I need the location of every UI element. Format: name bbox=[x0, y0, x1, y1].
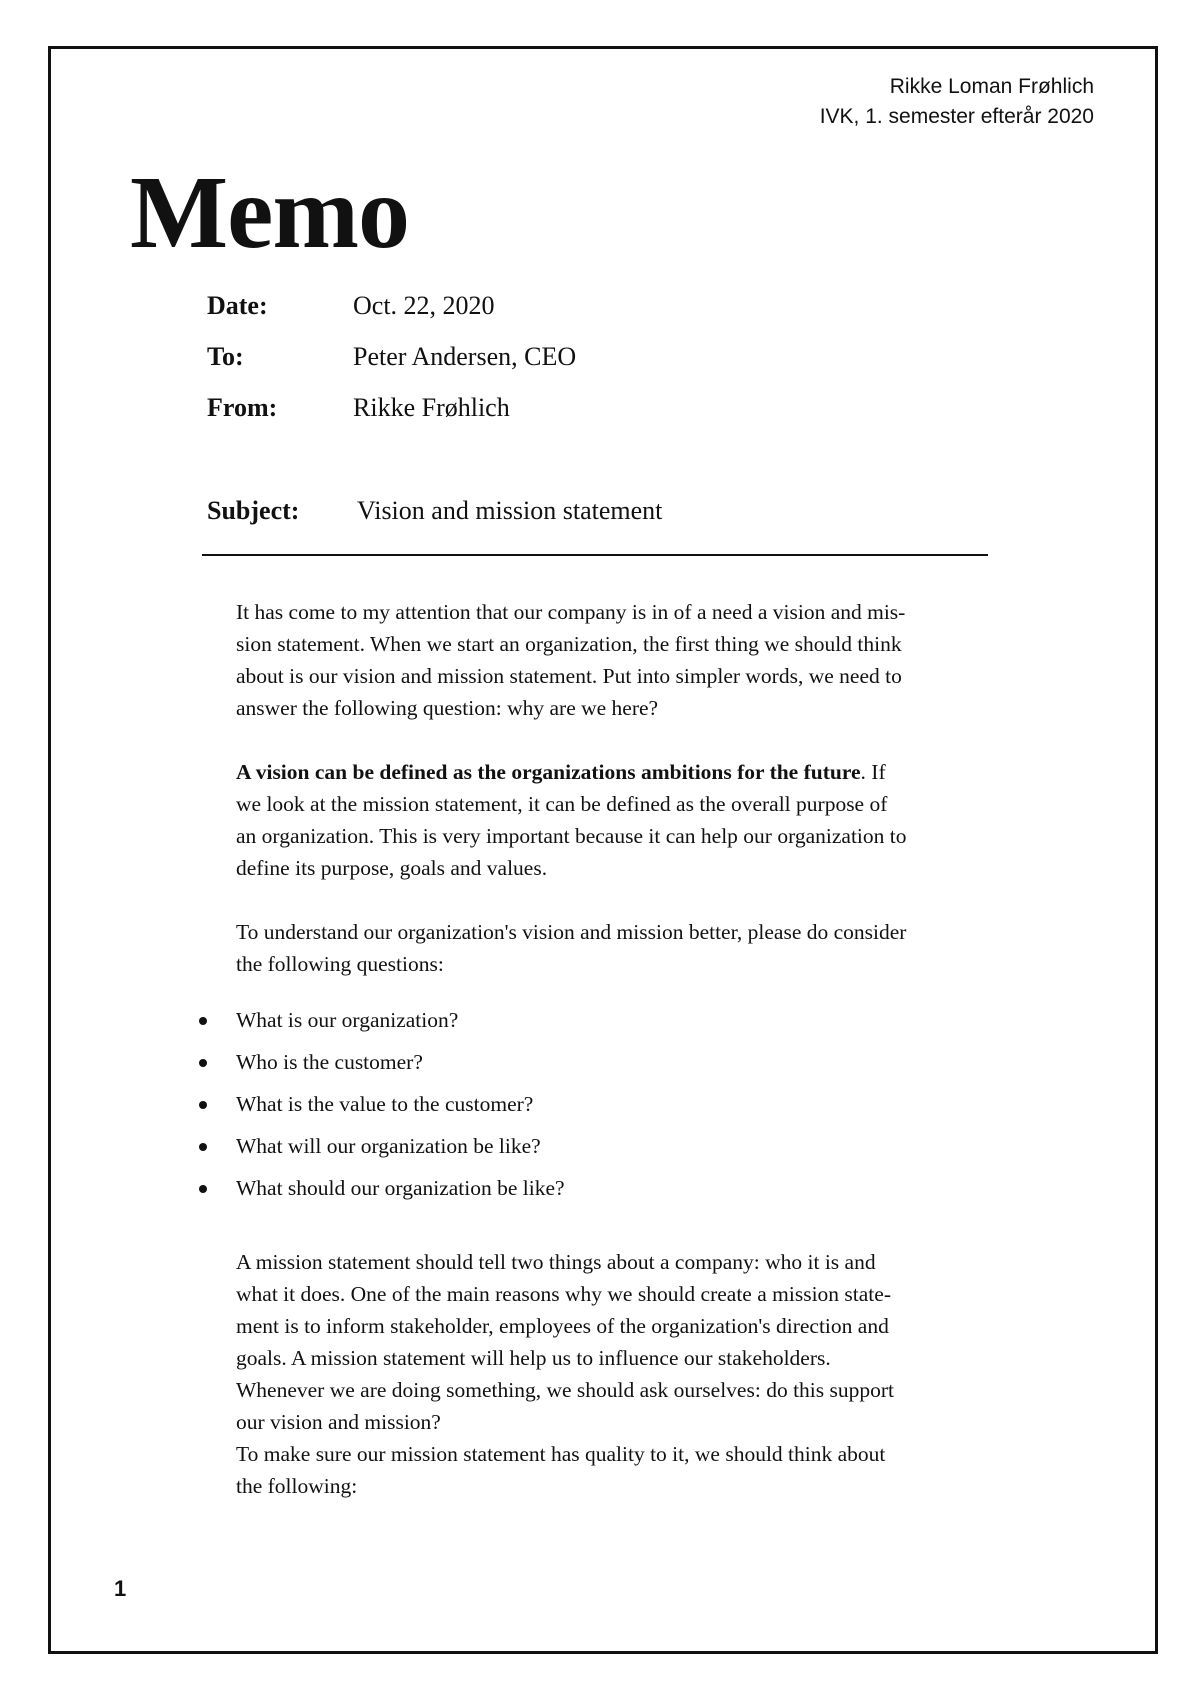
subject-value: Vision and mission statement bbox=[357, 496, 663, 525]
mission-line: Whenever we are doing something, we should ask ourselves: do this support bbox=[236, 1378, 895, 1402]
bullet-icon bbox=[199, 1059, 207, 1067]
question-text: What is our organization? bbox=[236, 1008, 459, 1032]
vision-line: we look at the mission statement, it can be defined as the overall purpose of bbox=[236, 792, 888, 816]
bullet-icon bbox=[199, 1143, 207, 1151]
list-item bbox=[0, 1130, 1000, 1162]
author-block bbox=[820, 72, 1094, 132]
mission-line: what it does. One of the main reasons why we should create a mission state- bbox=[236, 1282, 891, 1306]
list-item bbox=[0, 1088, 1000, 1120]
subject-label: Subject: bbox=[207, 496, 300, 525]
mission-line: ment is to inform stakeholder, employees of the organization's direction and bbox=[236, 1314, 889, 1338]
list-item bbox=[0, 1046, 1000, 1078]
vision-line: an organization. This is very important because it can help our organization to bbox=[236, 824, 907, 848]
vision-definition: A vision can be defined as the organizations ambitions for the future bbox=[236, 760, 861, 784]
intro-line: answer the following question: why are we here? bbox=[236, 696, 659, 720]
author-name: Rikke Loman Frøhlich bbox=[889, 75, 1094, 98]
vision-line: . If bbox=[860, 760, 886, 784]
from-label: From: bbox=[207, 393, 278, 422]
subject-row bbox=[207, 495, 662, 527]
date-row bbox=[207, 290, 495, 322]
mission-paragraph bbox=[236, 1246, 1008, 1502]
from-value: Rikke Frøhlich bbox=[353, 393, 510, 422]
questions-intro-line: the following questions: bbox=[236, 952, 444, 976]
to-label: To: bbox=[207, 342, 244, 371]
mission-line: To make sure our mission statement has quality to it, we should think about bbox=[236, 1442, 886, 1466]
course-info: IVK, 1. semester efterår 2020 bbox=[819, 105, 1094, 128]
question-text: What will our organization be like? bbox=[236, 1134, 541, 1158]
intro-line: about is our vision and mission statement. Put into simpler words, we need to bbox=[236, 664, 902, 688]
date-value: Oct. 22, 2020 bbox=[353, 291, 495, 320]
mission-line: goals. A mission statement will help us to influence our stakeholders. bbox=[236, 1346, 831, 1370]
intro-line: sion statement. When we start an organization, the first thing we should think bbox=[236, 632, 902, 656]
bullet-icon bbox=[199, 1017, 207, 1025]
to-row bbox=[207, 341, 576, 373]
mission-line: our vision and mission? bbox=[236, 1410, 441, 1434]
mission-line: A mission statement should tell two things about a company: who it is and bbox=[236, 1250, 876, 1274]
bullet-icon bbox=[199, 1101, 207, 1109]
question-text: What should our organization be like? bbox=[236, 1176, 565, 1200]
from-row bbox=[207, 392, 510, 424]
subject-divider bbox=[202, 554, 988, 556]
intro-paragraph bbox=[236, 596, 1008, 724]
mission-line: the following: bbox=[236, 1474, 358, 1498]
vision-line: define its purpose, goals and values. bbox=[236, 856, 548, 880]
vision-paragraph bbox=[236, 756, 1008, 884]
question-text: Who is the customer? bbox=[236, 1050, 423, 1074]
to-value: Peter Andersen, CEO bbox=[353, 342, 577, 371]
date-label: Date: bbox=[207, 291, 268, 320]
page-number: 1 bbox=[114, 1576, 127, 1601]
question-text: What is the value to the customer? bbox=[236, 1092, 534, 1116]
intro-line: It has come to my attention that our company is in of a need a vision and mis- bbox=[236, 600, 906, 624]
questions-intro-paragraph bbox=[236, 916, 1008, 980]
list-item bbox=[0, 1172, 1000, 1204]
bullet-icon bbox=[199, 1185, 207, 1193]
questions-intro-line: To understand our organization's vision and mission better, please do consider bbox=[236, 920, 907, 944]
list-item bbox=[0, 1004, 1000, 1036]
memo-title: Memo bbox=[130, 155, 409, 270]
